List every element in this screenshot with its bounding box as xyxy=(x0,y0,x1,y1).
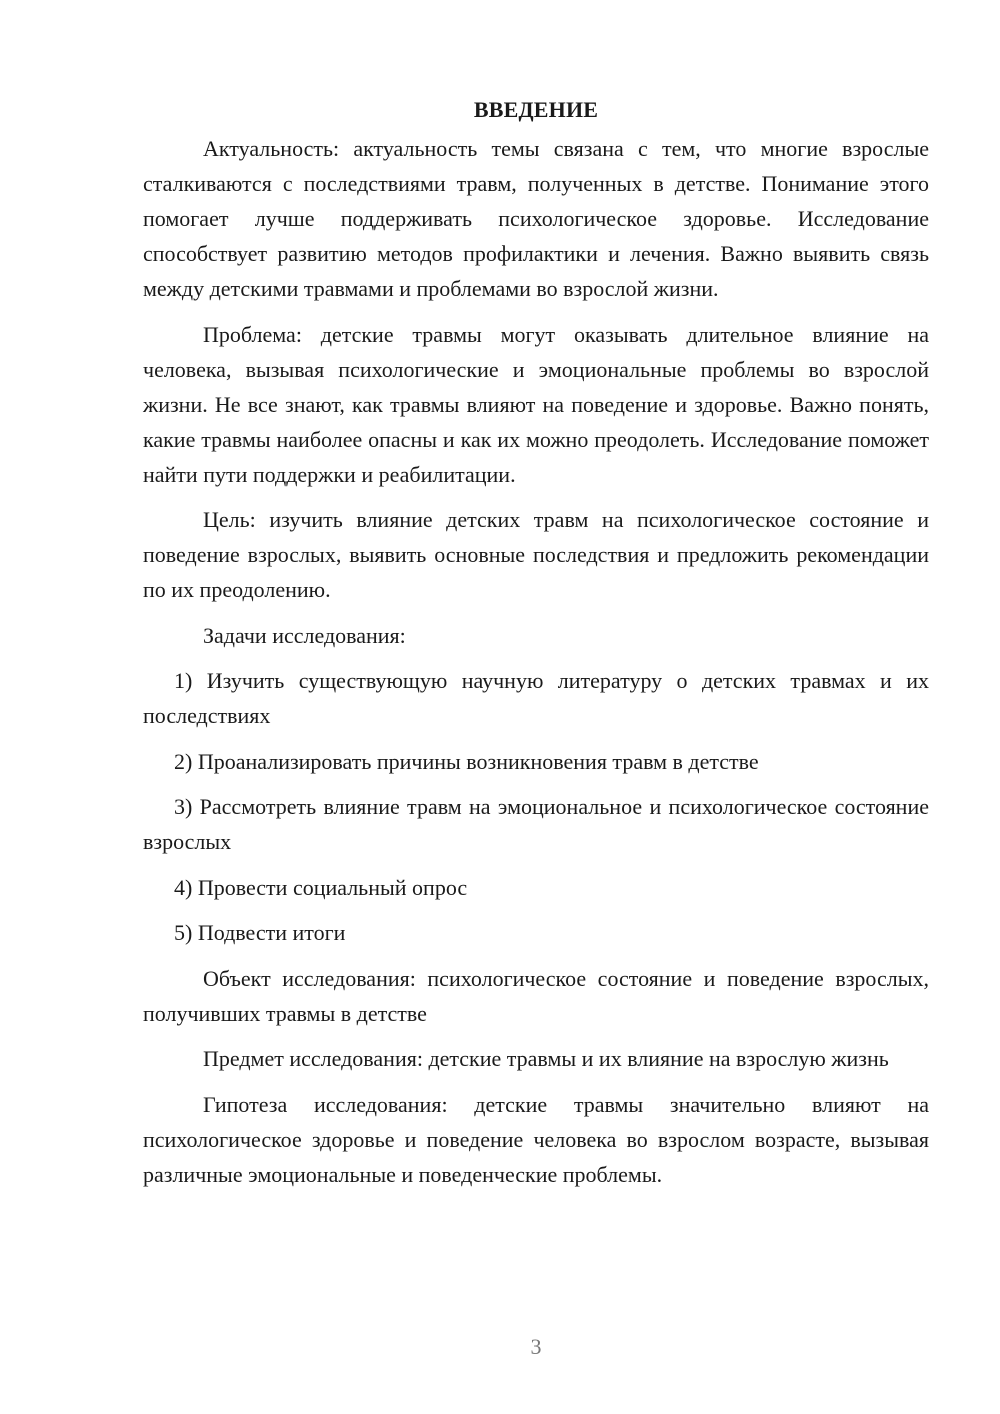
tasks-heading: Задачи исследования: xyxy=(203,622,406,648)
object-paragraph: Объект исследования: психологическое состояние и поведение взрослых, получивших травмы в детстве xyxy=(143,965,929,1026)
page-number: 3 xyxy=(530,1334,542,1359)
problem-paragraph: Проблема: детские травмы могут оказывать длительное влияние на человека, вызывая психологические и эмоциональные проблемы во взрослой жизни. Не все знают, как травмы влияют на поведение и здоровье. Важно понять, какие травмы наиболее опасны и как их можно преодолеть. Исследование поможет найти пути поддержки и реабилитации. xyxy=(143,321,929,487)
section-heading: ВВЕДЕНИЕ xyxy=(473,97,599,122)
hypothesis-paragraph: Гипотеза исследования: детские травмы значительно влияют на психологическое здоровье и поведение человека во взрослом возрасте, вызывая различные эмоциональные и поведенческие проблемы. xyxy=(143,1091,929,1187)
goal-paragraph: Цель: изучить влияние детских травм на психологическое состояние и поведение взрослых, выявить основные последствия и предложить рекомендации по их преодолению. xyxy=(143,507,929,602)
task-item-5: 5) Подвести итоги xyxy=(174,920,346,945)
document-page xyxy=(143,92,929,1202)
relevance-paragraph: Актуальность: актуальность темы связана с тем, что многие взрослые сталкиваются с последствиями травм, полученных в детстве. Понимание этого помогает лучше поддерживать психологическое здоровье. Исследование способствует развитию методов профилактики и лечения. Важно выявить связь между детскими травмами и проблемами во взрослой жизни. xyxy=(143,136,929,301)
task-item-3: 3) Рассмотреть влияние травм на эмоциональное и психологическое состояние взрослых xyxy=(143,794,929,854)
task-item-1: 1) Изучить существующую научную литературу о детских травмах и их последствиях xyxy=(143,668,929,728)
task-item-4: 4) Провести социальный опрос xyxy=(174,874,468,900)
task-item-2: 2) Проанализировать причины возникновения травм в детстве xyxy=(174,748,759,774)
subject-paragraph: Предмет исследования: детские травмы и их влияние на взрослую жизнь xyxy=(203,1046,889,1071)
